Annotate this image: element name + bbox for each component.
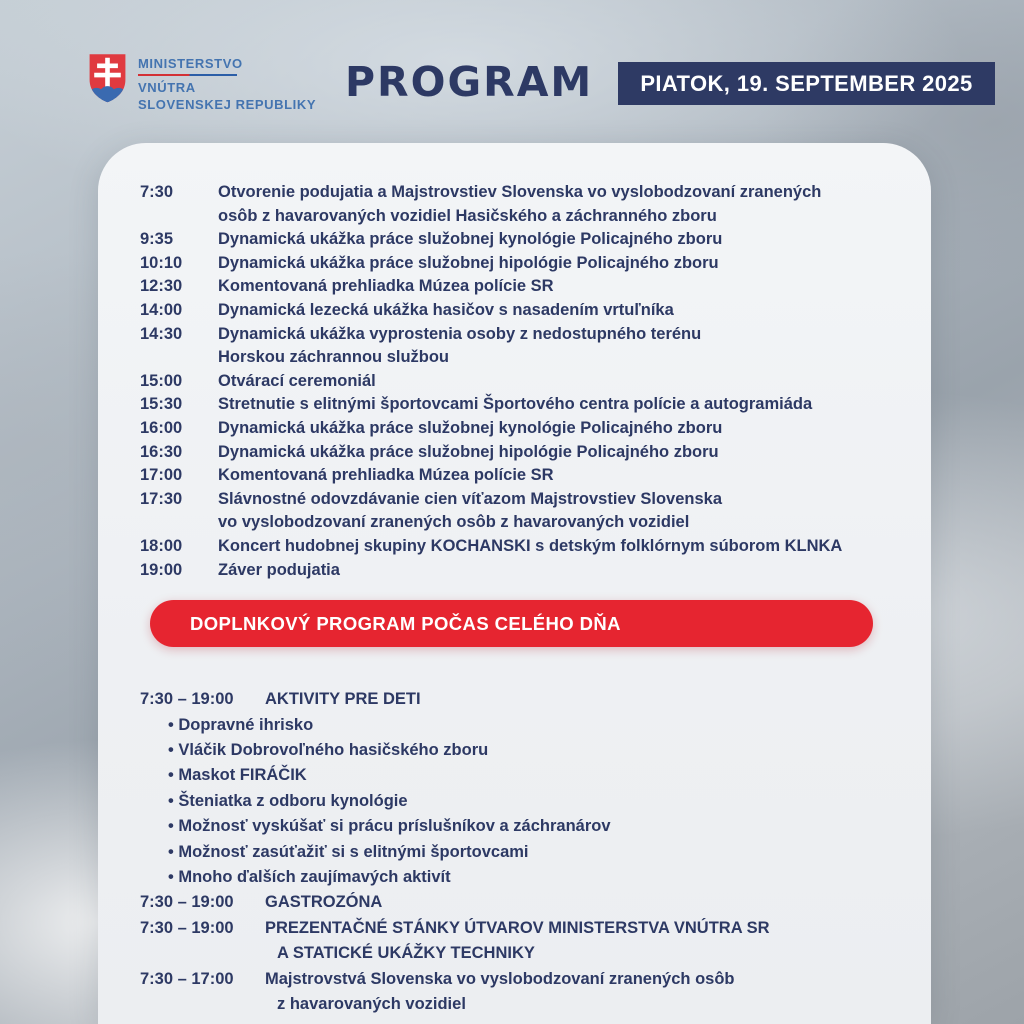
- schedule-time: 7:30: [140, 183, 174, 201]
- schedule-description-line: Dynamická ukážka práce služobnej hipológie Policajného zboru: [218, 442, 719, 461]
- schedule-description: [218, 275, 893, 299]
- logo-line-republiky: SLOVENSKEJ REPUBLIKY: [138, 97, 317, 112]
- extra-program-banner-label: DOPLNKOVÝ PROGRAM POČAS CELÉHO DŇA: [190, 612, 621, 634]
- bullet-item: • Šteniatka z odboru kynológie: [168, 791, 408, 810]
- logo-underline-tricolor: [138, 74, 237, 76]
- schedule-description-line: Komentovaná prehliadka Múzea polície SR: [218, 466, 554, 485]
- schedule-row: [140, 228, 893, 252]
- schedule-description: [218, 464, 893, 488]
- schedule-description: [218, 535, 893, 559]
- schedule-description-line: Otvorenie podujatia a Majstrovstiev Slovenska vo vyslobodzovaní zranených: [218, 183, 822, 201]
- schedule-description-line: Koncert hudobnej skupiny KOCHANSKI s detským folklórnym súborom KLNKA: [218, 536, 843, 555]
- program-card: [98, 143, 931, 1024]
- extra-section-title-line: PREZENTAČNÉ STÁNKY ÚTVAROV MINISTERSTVA VNÚTRA SR: [265, 918, 770, 937]
- schedule-time: 18:00: [140, 536, 183, 555]
- schedule-time: 14:30: [140, 324, 183, 343]
- bullet-item: • Možnosť zasúťažiť si s elitnými športovcami: [168, 842, 529, 861]
- schedule-description-line: Dynamická lezecká ukážka hasičov s nasadením vrtuľníka: [218, 300, 674, 319]
- extra-program-list: [140, 687, 893, 1017]
- schedule-time: 17:30: [140, 489, 183, 508]
- schedule-list: [140, 181, 893, 582]
- schedule-description-line: Záver podujatia: [218, 560, 340, 579]
- extra-section-time: 7:30 – 19:00: [140, 918, 234, 937]
- logo-line-vnutra: VNÚTRA: [138, 80, 196, 95]
- schedule-row: [140, 464, 893, 488]
- schedule-description: [218, 417, 893, 441]
- schedule-time: 16:30: [140, 442, 183, 461]
- schedule-time: 19:00: [140, 560, 183, 579]
- extra-section-row: [140, 916, 893, 967]
- extra-section-row: [140, 890, 893, 915]
- schedule-description: [218, 228, 893, 252]
- schedule-row: [140, 488, 893, 535]
- bullet-item: • Možnosť vyskúšať si prácu príslušníkov a záchranárov: [168, 817, 611, 836]
- schedule-row: [140, 181, 893, 228]
- schedule-description-line: Otvárací ceremoniál: [218, 371, 376, 390]
- schedule-row: [140, 323, 893, 370]
- bullet-item: • Mnoho ďalších zaujímavých aktivít: [168, 867, 451, 886]
- extra-section-row: [140, 967, 893, 1018]
- schedule-description: [218, 488, 893, 535]
- extra-section-time: 7:30 – 19:00: [140, 893, 234, 912]
- extra-section-row: [140, 687, 893, 712]
- schedule-description-line: Slávnostné odovzdávanie cien víťazom Majstrovstiev Slovenska: [218, 489, 723, 508]
- schedule-description-line: vo vyslobodzovaní zranených osôb z havarovaných vozidiel: [218, 513, 690, 532]
- schedule-description: [218, 559, 893, 583]
- ministry-logo: [87, 52, 316, 113]
- schedule-description: [218, 299, 893, 323]
- extra-section-title-line: Majstrovstvá Slovenska vo vyslobodzovaní zranených osôb: [265, 969, 735, 988]
- schedule-description-line: Komentovaná prehliadka Múzea polície SR: [218, 277, 554, 296]
- schedule-description-line: Horskou záchrannou službou: [218, 348, 450, 367]
- date-badge: PIATOK, 19. SEPTEMBER 2025: [618, 62, 995, 105]
- extra-section-bullets: [140, 713, 893, 891]
- extra-section-title: [265, 687, 893, 712]
- extra-section-title-line: A STATICKÉ UKÁŽKY TECHNIKY: [277, 944, 535, 963]
- schedule-row: [140, 559, 893, 583]
- schedule-time: 15:30: [140, 395, 183, 414]
- bullet-item: • Dopravné ihrisko: [168, 715, 314, 734]
- schedule-row: [140, 393, 893, 417]
- extra-section-title: [265, 916, 893, 967]
- schedule-time: 12:30: [140, 277, 183, 296]
- extra-section-title-line: z havarovaných vozidiel: [277, 994, 466, 1013]
- schedule-description-line: Dynamická ukážka práce služobnej kynológie Policajného zboru: [218, 230, 723, 249]
- schedule-description-line: Dynamická ukážka vyprostenia osoby z nedostupného terénu: [218, 324, 702, 343]
- extra-section-time: 7:30 – 17:00: [140, 969, 234, 988]
- extra-section-time: 7:30 – 19:00: [140, 690, 234, 709]
- header: [0, 0, 1024, 143]
- schedule-time: 14:00: [140, 300, 183, 319]
- schedule-description-line: osôb z havarovaných vozidiel Hasičského a záchranného zboru: [218, 206, 717, 225]
- schedule-time: 10:10: [140, 253, 183, 272]
- schedule-time: 16:00: [140, 418, 183, 437]
- logo-line-ministerstvo: MINISTERSTVO: [138, 56, 243, 71]
- schedule-description: [218, 323, 893, 370]
- schedule-description: [218, 393, 893, 417]
- schedule-row: [140, 535, 893, 559]
- schedule-row: [140, 417, 893, 441]
- schedule-time: 15:00: [140, 371, 183, 390]
- schedule-row: [140, 441, 893, 465]
- schedule-row: [140, 370, 893, 394]
- ministry-logo-text: [138, 52, 316, 113]
- schedule-description: [218, 252, 893, 276]
- extra-section-title-line: AKTIVITY PRE DETI: [265, 690, 421, 709]
- schedule-row: [140, 275, 893, 299]
- schedule-time: 9:35: [140, 230, 174, 249]
- schedule-row: [140, 252, 893, 276]
- schedule-time: 17:00: [140, 466, 183, 485]
- extra-section-title-line: GASTROZÓNA: [265, 893, 383, 912]
- schedule-description-line: Stretnutie s elitnými športovcami Športového centra polície a autogramiáda: [218, 395, 813, 414]
- schedule-row: [140, 299, 893, 323]
- schedule-description: [218, 441, 893, 465]
- slovak-coat-of-arms-icon: [87, 52, 128, 104]
- bullet-item: • Vláčik Dobrovoľného hasičského zboru: [168, 740, 489, 759]
- extra-section-title: [265, 890, 893, 915]
- schedule-description: [218, 181, 893, 228]
- page-title: PROGRAM: [345, 58, 594, 106]
- extra-section-title: [265, 967, 893, 1018]
- bullet-item: • Maskot FIRÁČIK: [168, 766, 307, 785]
- extra-program-banner: [150, 600, 873, 647]
- schedule-description-line: Dynamická ukážka práce služobnej hipológie Policajného zboru: [218, 253, 719, 272]
- schedule-description: [218, 370, 893, 394]
- schedule-description-line: Dynamická ukážka práce služobnej kynológie Policajného zboru: [218, 418, 723, 437]
